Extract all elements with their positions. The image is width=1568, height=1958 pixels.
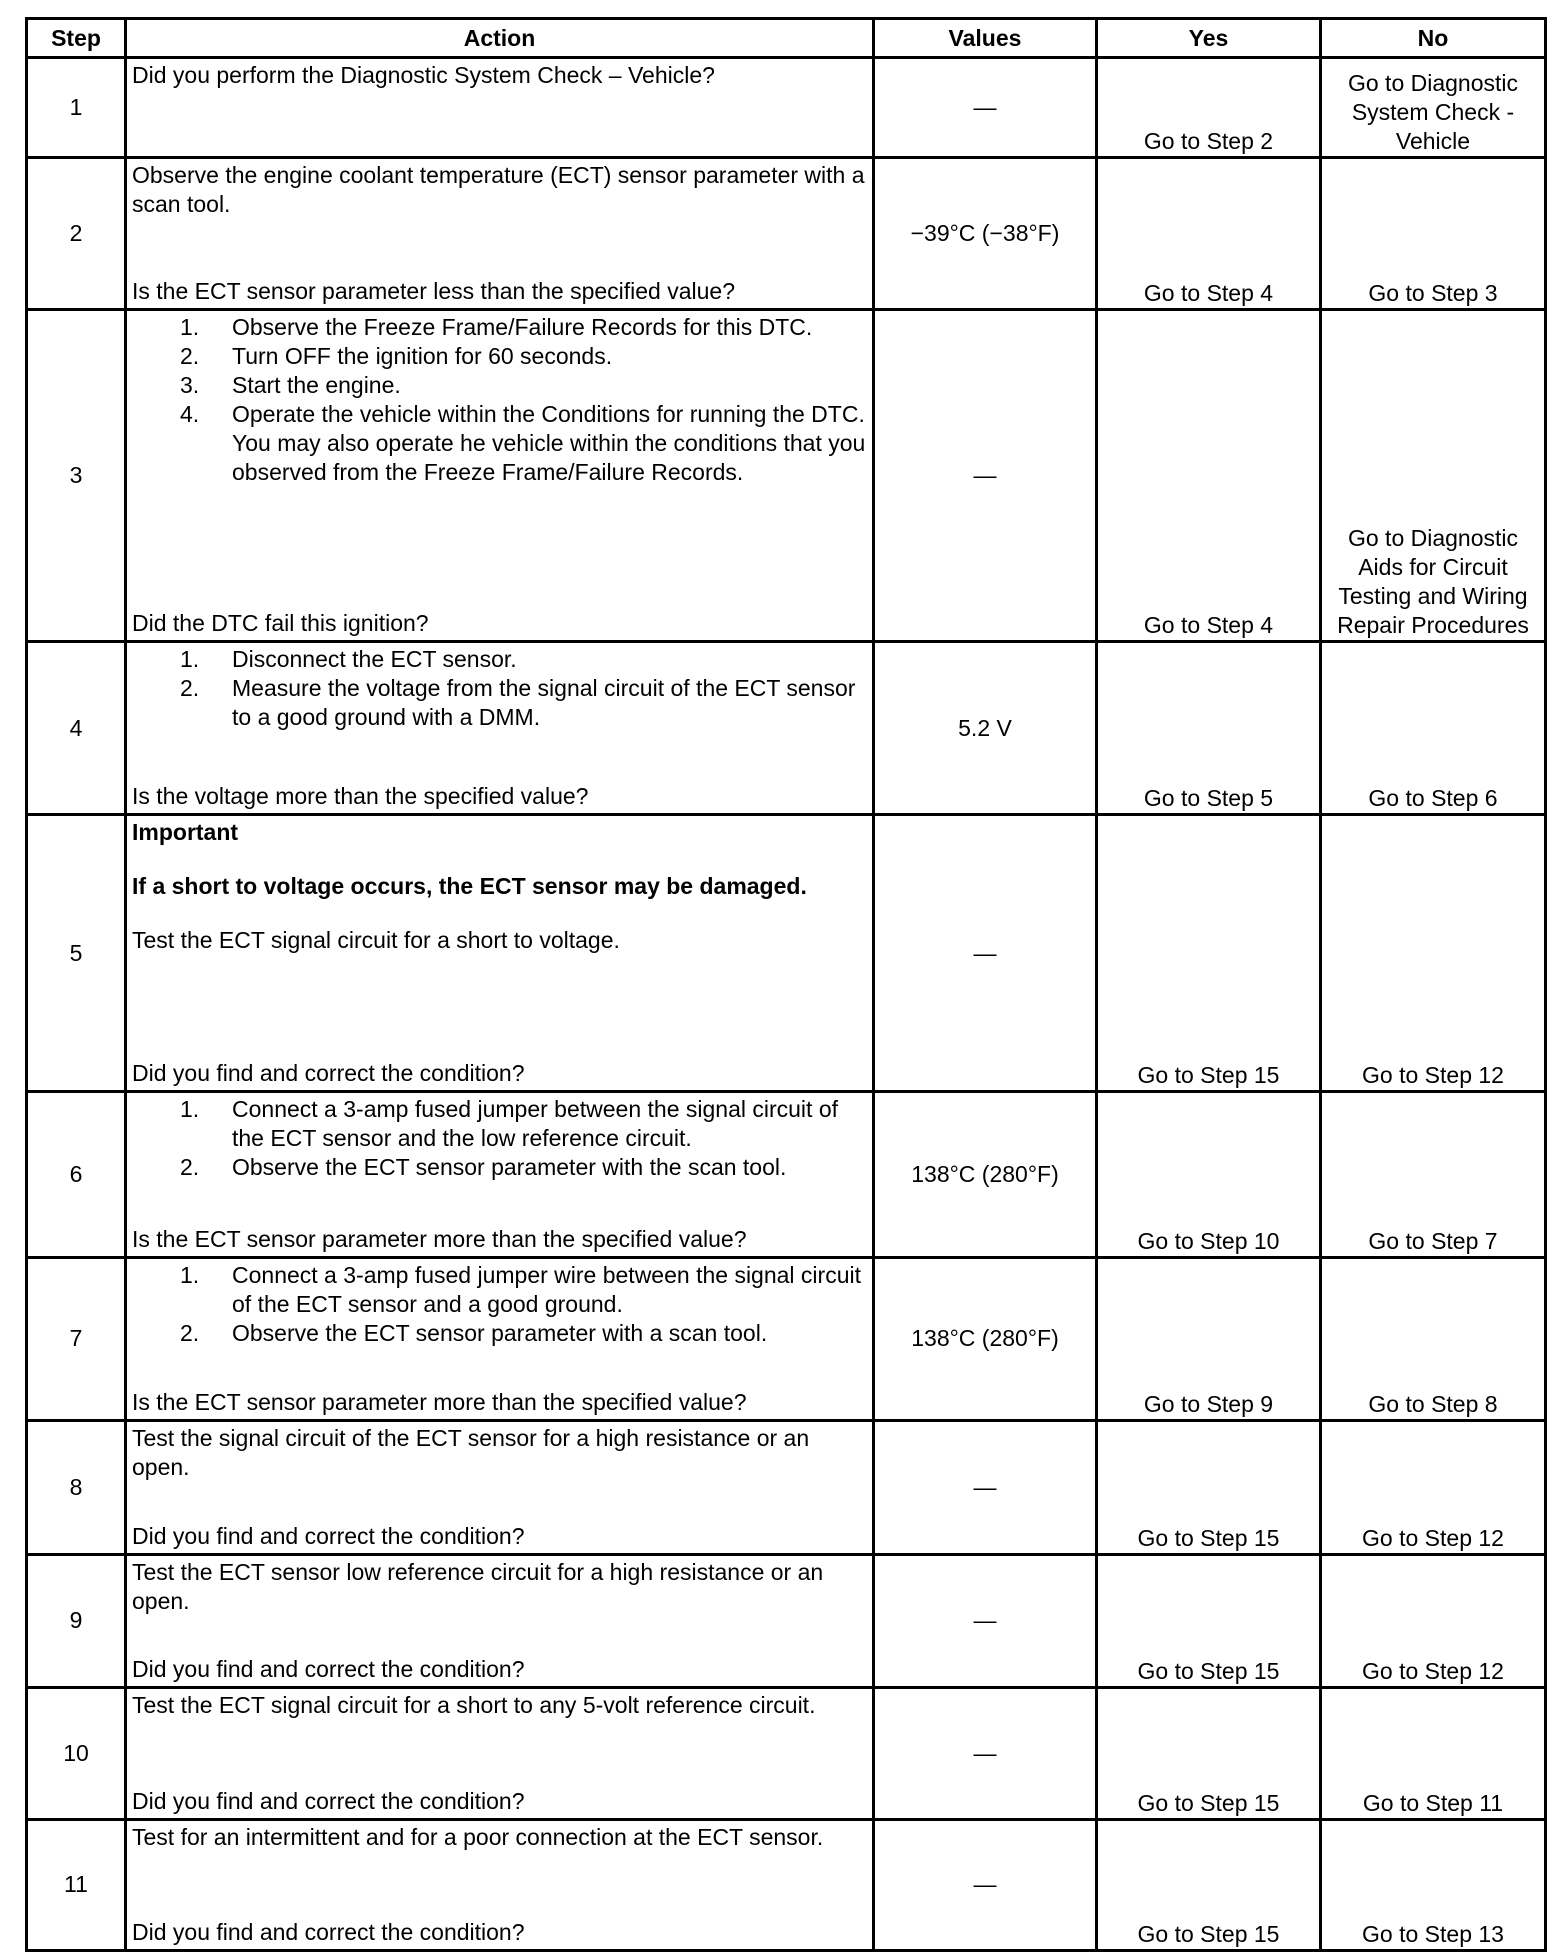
values-cell: — [874, 1819, 1097, 1950]
table-row [27, 309, 1546, 641]
no-cell: Go to Diagnostic System Check - Vehicle [1321, 58, 1546, 158]
step-number: 11 [27, 1819, 126, 1950]
action-cell [126, 58, 874, 158]
action-cell [126, 1257, 874, 1421]
no-cell: Go to Step 3 [1321, 158, 1546, 310]
step-number: 7 [27, 1257, 126, 1421]
step-number: 8 [27, 1421, 126, 1555]
action-text: Test for an intermittent and for a poor connection at the ECT sensor. [132, 1823, 824, 1850]
substep-item: Turn OFF the ignition for 60 seconds. [232, 342, 613, 369]
yes-cell: Go to Step 10 [1097, 1092, 1321, 1257]
substep-list [132, 1261, 867, 1348]
yes-cell: Go to Step 15 [1097, 1819, 1321, 1950]
table-row [27, 158, 1546, 310]
values-cell: — [874, 1421, 1097, 1555]
action-cell [126, 815, 874, 1092]
no-cell: Go to Step 8 [1321, 1257, 1546, 1421]
yes-cell: Go to Step 4 [1097, 309, 1321, 641]
important-label: Important [132, 819, 239, 846]
substep-list [132, 313, 867, 487]
action-text: Test the ECT signal circuit for a short to any 5-volt reference circuit. [132, 1691, 816, 1718]
header-step: Step [27, 19, 126, 58]
table-row [27, 641, 1546, 814]
action-question: Did you find and correct the condition? [132, 1655, 525, 1682]
step-number: 6 [27, 1092, 126, 1257]
step-number: 2 [27, 158, 126, 310]
action-question: Did you find and correct the condition? [132, 1919, 525, 1945]
no-cell: Go to Step 12 [1321, 1421, 1546, 1555]
important-note: If a short to voltage occurs, the ECT sensor may be damaged. [132, 873, 807, 900]
values-cell: — [874, 1555, 1097, 1688]
header-row [27, 19, 1546, 58]
no-cell: Go to Step 6 [1321, 641, 1546, 814]
header-values: Values [874, 19, 1097, 58]
yes-cell: Go to Step 15 [1097, 1687, 1321, 1819]
diagnostic-table [25, 17, 1547, 1952]
action-text: Test the ECT signal circuit for a short to voltage. [132, 927, 620, 954]
yes-cell: Go to Step 15 [1097, 1421, 1321, 1555]
table-row [27, 1257, 1546, 1421]
header-no: No [1321, 19, 1546, 58]
table-row [27, 1687, 1546, 1819]
values-cell: −39°C (−38°F) [874, 158, 1097, 310]
substep-item: Measure the voltage from the signal circuit of the ECT sensor to a good ground with a DMM. [232, 674, 856, 730]
table-row [27, 815, 1546, 1092]
action-cell [126, 1687, 874, 1819]
substep-item: Start the engine. [232, 371, 401, 398]
action-question: Is the ECT sensor parameter more than the specified value? [132, 1225, 747, 1252]
action-text: Test the ECT sensor low reference circuit for a high resistance or an open. [132, 1559, 824, 1615]
values-cell: — [874, 815, 1097, 1092]
substep-item: Observe the ECT sensor parameter with a scan tool. [232, 1319, 768, 1346]
yes-cell: Go to Step 4 [1097, 158, 1321, 310]
step-number: 9 [27, 1555, 126, 1688]
substep-list [132, 645, 867, 732]
action-cell [126, 158, 874, 310]
table-row [27, 1819, 1546, 1950]
substep-list [132, 1095, 867, 1182]
action-text: Observe the engine coolant temperature (ECT) sensor parameter with a scan tool. [132, 162, 865, 218]
action-question: Is the ECT sensor parameter more than the specified value? [132, 1389, 747, 1416]
substep-item: Observe the ECT sensor parameter with the scan tool. [232, 1154, 787, 1181]
values-cell: — [874, 1687, 1097, 1819]
yes-cell: Go to Step 15 [1097, 815, 1321, 1092]
action-question: Did the DTC fail this ignition? [132, 609, 429, 636]
yes-cell: Go to Step 9 [1097, 1257, 1321, 1421]
action-cell [126, 641, 874, 814]
values-cell: — [874, 309, 1097, 641]
action-cell [126, 1421, 874, 1555]
action-question: Did you find and correct the condition? [132, 1523, 525, 1550]
step-number: 1 [27, 58, 126, 158]
no-cell: Go to Step 11 [1321, 1687, 1546, 1819]
values-cell: — [874, 58, 1097, 158]
step-number: 5 [27, 815, 126, 1092]
step-number: 10 [27, 1687, 126, 1819]
substep-item: Connect a 3-amp fused jumper wire between the signal circuit of the ECT sensor and a good ground. [232, 1261, 861, 1317]
action-text: Did you perform the Diagnostic System Check – Vehicle? [132, 62, 715, 88]
action-cell [126, 309, 874, 641]
yes-cell: Go to Step 15 [1097, 1555, 1321, 1688]
header-yes: Yes [1097, 19, 1321, 58]
values-cell: 5.2 V [874, 641, 1097, 814]
header-action: Action [126, 19, 874, 58]
substep-item: Disconnect the ECT sensor. [232, 645, 517, 672]
no-cell: Go to Diagnostic Aids for Circuit Testing and Wiring Repair Procedures [1321, 309, 1546, 641]
action-cell [126, 1092, 874, 1257]
no-cell: Go to Step 12 [1321, 815, 1546, 1092]
table-row [27, 1555, 1546, 1688]
substep-item: Operate the vehicle within the Conditions for running the DTC. You may also operate he vehicle within the conditions that you observed from the Freeze Frame/Failure Records. [232, 400, 866, 485]
substep-item: Observe the Freeze Frame/Failure Records for this DTC. [232, 313, 813, 340]
substep-item: Connect a 3-amp fused jumper between the signal circuit of the ECT sensor and the low reference circuit. [232, 1096, 838, 1152]
no-cell: Go to Step 12 [1321, 1555, 1546, 1688]
action-question: Did you find and correct the condition? [132, 1060, 525, 1087]
action-text: Test the signal circuit of the ECT sensor for a high resistance or an open. [132, 1425, 810, 1481]
action-cell [126, 1555, 874, 1688]
yes-cell: Go to Step 5 [1097, 641, 1321, 814]
table-row [27, 1092, 1546, 1257]
action-question: Is the ECT sensor parameter less than the specified value? [132, 277, 736, 304]
no-cell: Go to Step 7 [1321, 1092, 1546, 1257]
action-cell [126, 1819, 874, 1950]
values-cell: 138°C (280°F) [874, 1092, 1097, 1257]
action-question: Is the voltage more than the specified value? [132, 783, 589, 810]
action-question: Did you find and correct the condition? [132, 1787, 525, 1814]
table-row [27, 58, 1546, 158]
step-number: 4 [27, 641, 126, 814]
no-cell: Go to Step 13 [1321, 1819, 1546, 1950]
yes-cell: Go to Step 2 [1097, 58, 1321, 158]
values-cell: 138°C (280°F) [874, 1257, 1097, 1421]
step-number: 3 [27, 309, 126, 641]
table-row [27, 1421, 1546, 1555]
